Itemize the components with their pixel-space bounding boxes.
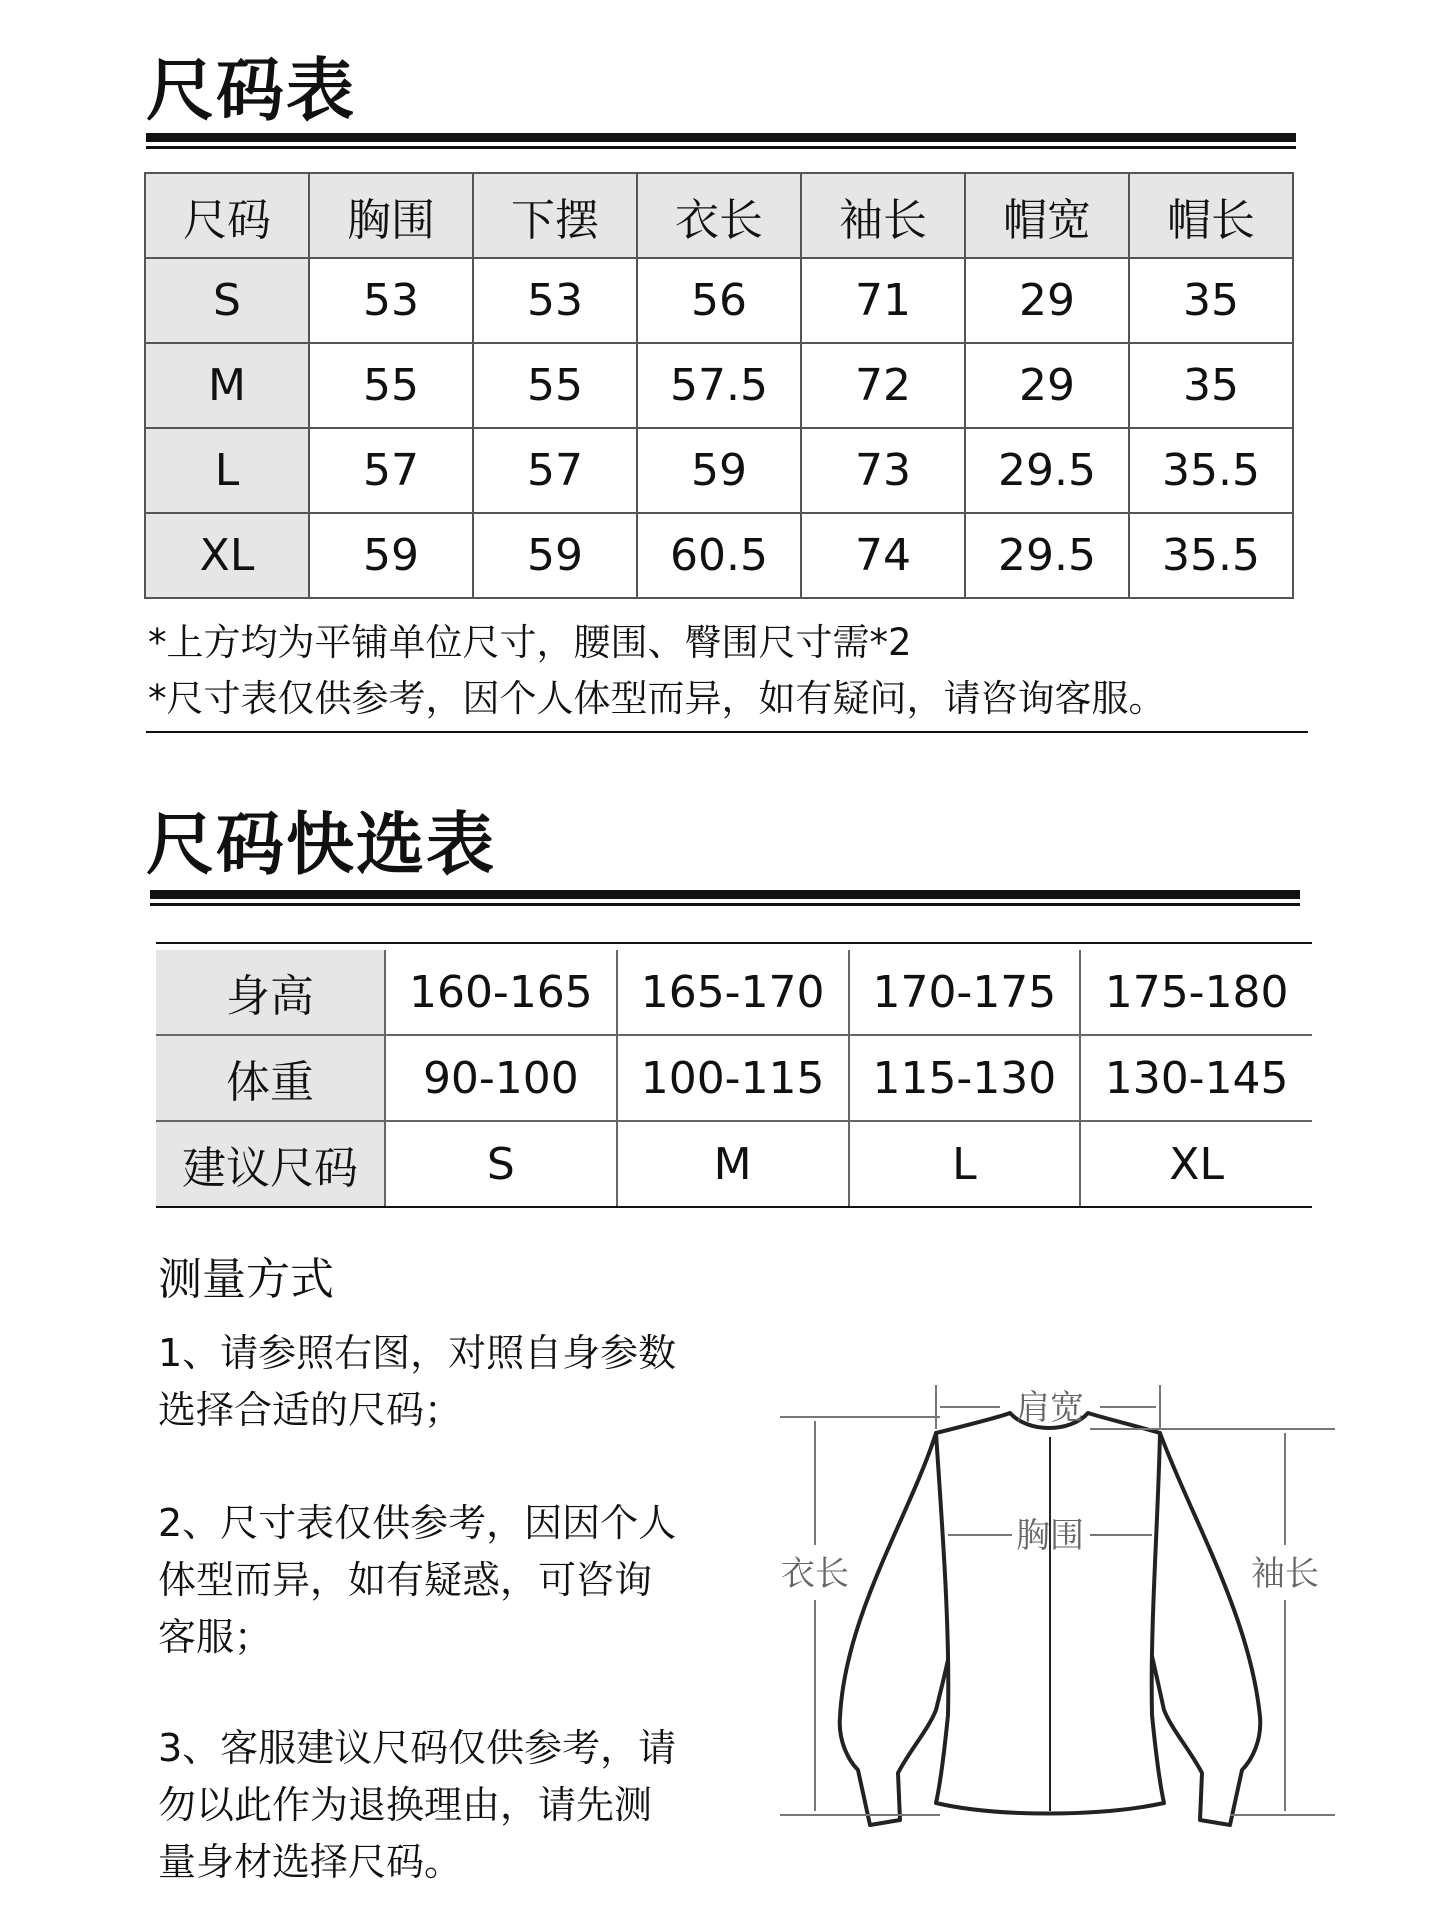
table-cell: 160-165 bbox=[385, 950, 617, 1035]
instruction-3: 3、客服建议尺码仅供参考，请勿以此作为退换理由，请先测量身材选择尺码。 bbox=[158, 1726, 677, 1884]
size-label: L bbox=[145, 428, 309, 513]
table-cell: 55 bbox=[309, 343, 473, 428]
instruction-1: 1、请参照右图，对照自身参数选择合适的尺码； bbox=[158, 1331, 677, 1432]
table-cell: 29.5 bbox=[965, 513, 1129, 598]
table-cell: 57.5 bbox=[637, 343, 801, 428]
table-cell: 35 bbox=[1129, 343, 1293, 428]
header-cell: 帽宽 bbox=[965, 173, 1129, 258]
table-cell: 29 bbox=[965, 258, 1129, 343]
table-cell: 115-130 bbox=[849, 1035, 1081, 1121]
header-cell: 衣长 bbox=[637, 173, 801, 258]
table-cell: XL bbox=[1080, 1121, 1312, 1206]
title-underline-thick bbox=[146, 133, 1296, 142]
table-cell: 60.5 bbox=[637, 513, 801, 598]
table-row bbox=[156, 950, 1312, 1035]
size-label: M bbox=[145, 343, 309, 428]
table-cell: 170-175 bbox=[849, 950, 1081, 1035]
row-label: 建议尺码 bbox=[156, 1121, 385, 1206]
header-cell: 尺码 bbox=[145, 173, 309, 258]
garment-illustration bbox=[840, 1413, 1261, 1825]
table-cell: 53 bbox=[309, 258, 473, 343]
table-cell: 130-145 bbox=[1080, 1035, 1312, 1121]
instruction-2: 2、尺寸表仅供参考，因因个人体型而异，如有疑惑，可咨询客服； bbox=[158, 1501, 677, 1659]
header-cell: 胸围 bbox=[309, 173, 473, 258]
quick-table-top-rule bbox=[156, 942, 1312, 944]
size-chart-notes bbox=[148, 615, 1166, 727]
table-cell: 53 bbox=[473, 258, 637, 343]
quick-table-bottom-rule bbox=[156, 1206, 1312, 1208]
title-underline-thin bbox=[146, 146, 1296, 149]
table-row bbox=[145, 513, 1293, 598]
note-line: *上方均为平铺单位尺寸，腰围、臀围尺寸需*2 bbox=[148, 621, 912, 664]
notes-divider bbox=[146, 731, 1308, 733]
note-line: *尺寸表仅供参考，因个人体型而异，如有疑问，请咨询客服。 bbox=[148, 677, 1166, 720]
quick-select-title: 尺码快选表 bbox=[146, 806, 497, 885]
table-cell: M bbox=[617, 1121, 849, 1206]
table-cell: 90-100 bbox=[385, 1035, 617, 1121]
table-cell: 100-115 bbox=[617, 1035, 849, 1121]
row-label: 身高 bbox=[156, 950, 385, 1035]
table-cell: 35.5 bbox=[1129, 513, 1293, 598]
table-cell: 165-170 bbox=[617, 950, 849, 1035]
size-chart-title: 尺码表 bbox=[146, 52, 357, 131]
table-cell: 72 bbox=[801, 343, 965, 428]
length-label: 衣长 bbox=[781, 1554, 849, 1594]
table-cell: 35 bbox=[1129, 258, 1293, 343]
table-cell: 59 bbox=[473, 513, 637, 598]
sleeve-label: 袖长 bbox=[1251, 1554, 1319, 1594]
header-cell: 下摆 bbox=[473, 173, 637, 258]
size-label: S bbox=[145, 258, 309, 343]
table-row bbox=[145, 258, 1293, 343]
table-cell: L bbox=[849, 1121, 1081, 1206]
table-cell: 73 bbox=[801, 428, 965, 513]
table-cell: 59 bbox=[309, 513, 473, 598]
table-cell: 74 bbox=[801, 513, 965, 598]
size-chart-table bbox=[144, 172, 1294, 599]
table-cell: 59 bbox=[637, 428, 801, 513]
title-underline-thin bbox=[150, 903, 1300, 906]
title-underline-thick bbox=[150, 890, 1300, 899]
table-cell: 57 bbox=[473, 428, 637, 513]
measurement-title: 测量方式 bbox=[158, 1254, 334, 1305]
row-label: 体重 bbox=[156, 1035, 385, 1121]
table-cell: 29 bbox=[965, 343, 1129, 428]
table-cell: 71 bbox=[801, 258, 965, 343]
size-label: XL bbox=[145, 513, 309, 598]
chest-label: 胸围 bbox=[1016, 1516, 1084, 1556]
table-cell: 57 bbox=[309, 428, 473, 513]
table-cell: 55 bbox=[473, 343, 637, 428]
quick-select-table bbox=[156, 950, 1312, 1206]
table-cell: 35.5 bbox=[1129, 428, 1293, 513]
header-cell: 帽长 bbox=[1129, 173, 1293, 258]
size-chart-header-row bbox=[145, 173, 1293, 258]
table-row bbox=[156, 1035, 1312, 1121]
table-row bbox=[156, 1121, 1312, 1206]
table-cell: S bbox=[385, 1121, 617, 1206]
table-row bbox=[145, 428, 1293, 513]
table-cell: 29.5 bbox=[965, 428, 1129, 513]
table-cell: 56 bbox=[637, 258, 801, 343]
header-cell: 袖长 bbox=[801, 173, 965, 258]
table-cell: 175-180 bbox=[1080, 950, 1312, 1035]
garment-measurement-diagram bbox=[760, 1325, 1340, 1865]
shoulder-label: 肩宽 bbox=[1016, 1388, 1084, 1428]
table-row bbox=[145, 343, 1293, 428]
